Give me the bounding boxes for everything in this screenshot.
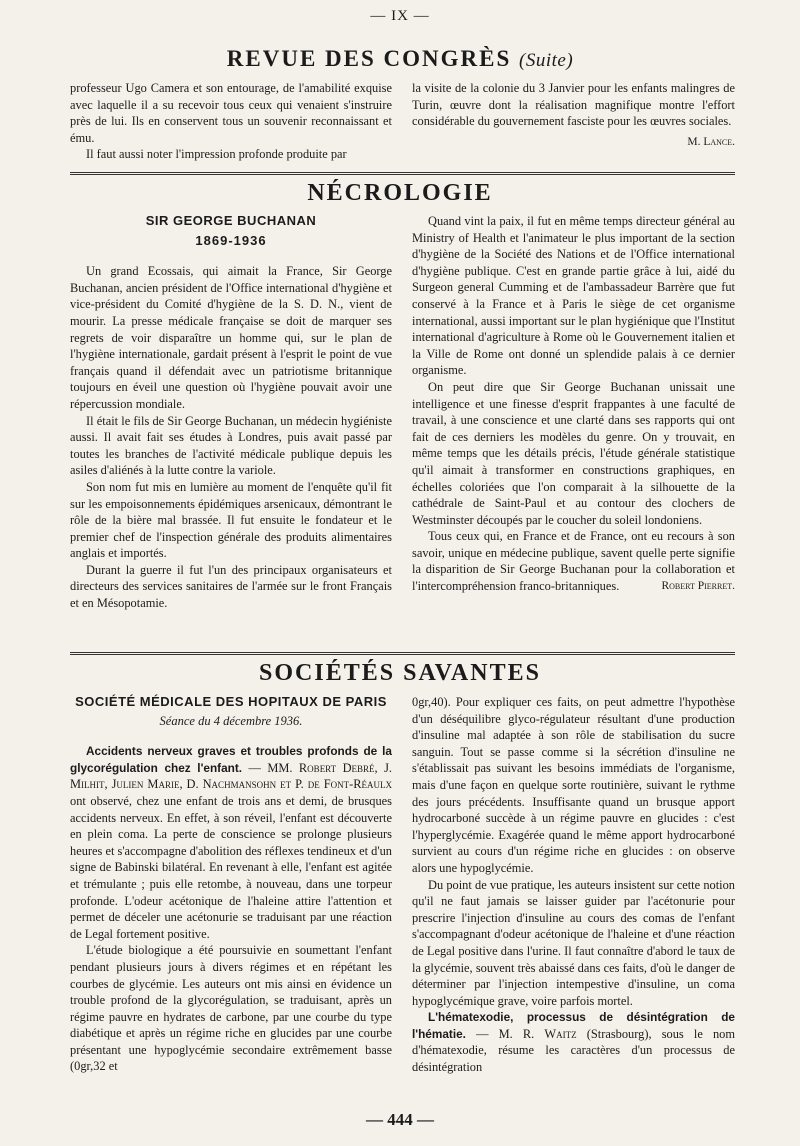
seance-date: Séance du 4 décembre 1936. <box>159 713 303 728</box>
necrologie-paragraph <box>412 528 735 594</box>
societes-title: SOCIÉTÉS SAVANTES <box>259 660 541 686</box>
necrologie-subject: SIR GEORGE BUCHANAN <box>145 213 317 228</box>
article-paragraph <box>412 1009 735 1075</box>
article-paragraph: Du point de vue pratique, les auteurs insistent sur cette notion qu'il ne faut jamais se laisser guider par l'acétonurie pour prescrire l'injection d'insuline au cours des comas de l'enfant s'accompagnant d'odeur acétonique de l'haleine et d'une réaction de Legal positive dans l'urine. Il faut connaître d'abord le taux de la glycémie, souvent très abaissé dans ces faits, d'où le danger de déterminer par l'injection intempestive d'insuline, un coma hypoglycémique grave, voire parfois mortel. <box>412 877 735 1008</box>
revue-right-paragraph: la visite de la colonie du 3 Janvier pour les enfants malingres de Turin, œuvre dont la réalisation magnifique montre l'effort considérable du gouvernement fasciste pour les œuvres sociales. <box>412 81 735 129</box>
societes-left-column <box>70 694 392 1075</box>
revue-header <box>0 46 800 72</box>
society-name: SOCIÉTÉ MÉDICALE DES HOPITAUX DE PARIS <box>75 694 387 709</box>
necrologie-signature: Robert Pierret. <box>661 580 735 593</box>
article2-author: Waitz <box>544 1026 577 1041</box>
necrologie-paragraph-text: Tous ceux qui, en France et de France, ont eu recours à son savoir, unique en médecine publique, savent quelle perte signifie la disparition de Sir George Buchanan pour la collaboration et l'intercompréhension franco-britanniques. <box>412 529 735 594</box>
section-divider <box>70 172 735 175</box>
article-paragraph: L'étude biologique a été poursuivie en soumettant l'enfant pendant plusieurs jours à divers régimes et en répétant les courbes de glycémie. Les auteurs ont mis ainsi en évidence un trouble profond de la glycorégulation, se traduisant, après un régime pauvre en hydrates de carbone, par une courbe du type diabétique et après un régime riche en glucides par une courbe présentant une hypoglycémie secondaire extrêmement basse (0gr,32 et <box>70 943 392 1074</box>
revue-left-paragraph: professeur Ugo Camera et son entourage, de l'amabilité exquise avec laquelle il a su recevoir tous ceux qui venaient s'instruire près de lui. Ils en conservent tous un souvenir reconnaissant et ému. <box>70 81 392 145</box>
article-authors: Robert Debré, J. Milhit, Julien Marie, D. Nachmansohn et P. de Font-Réaulx <box>70 760 392 792</box>
article2-title: L'hématexodie, processus de désintégration de l'hématie. <box>412 1010 735 1041</box>
article2-text: (Strasbourg), sous le nom d'hématexodie, résume les caractères d'un processus de désintégration <box>412 1026 735 1075</box>
article-authors-lead: — MM. <box>242 760 299 775</box>
revue-suite: (Suite) <box>519 50 574 71</box>
folio: — IX — <box>370 8 430 24</box>
necrologie-paragraph: On peut dire que Sir George Buchanan unissait une intelligence et une finesse d'esprit frappantes à une faculté de travail, à une conscience et une clarté dans ses rapports qui ont fait de ces derniers les modèles du genre. On y trouvait, en même temps que les détails précis, l'étude générale statistique qu'il aimait à transformer en constructions graphiques, en échelles coloriées que l'on comparait à la silhouette de la cathédrale de Saint-Paul et au contour des clochers de Westminster découpés par le coucher du soleil londoniens. <box>412 379 735 527</box>
necrologie-title: NÉCROLOGIE <box>307 180 493 206</box>
article-text: ont observé, chez une enfant de trois ans et demi, de brusques accidents nerveux. En effet, à son réveil, l'enfant est découverte en plein coma. La perte de conscience se prolonge plusieurs heures et s'accompagne d'abolition des réflexes tendineux et d'un signe de Babinski bilatéral. En revenant à elle, l'enfant est agitée et trémulante ; puis elle retombe, à nouveau, dans une torpeur profonde. L'odeur acétonique de l'haleine attire l'attention et permet de déceler une acétonurie se traduisant par une réaction de Legal fortement positive. <box>70 793 392 941</box>
necrologie-paragraph: Quand vint la paix, il fut en même temps directeur général au Ministry of Health et l'animateur le plus important de la section d'hygiène de la Société des Nations et de l'Office international d'hygiène publique. C'est en grande partie grâce à lui, aidé du Surgeon general Cumming et de l'ambassadeur Barrère que fut conservé à la France et à Paris le siège de cet organisme international, aussi important sur le plan hygiénique que l'Institut international d'agriculture à Rome où le Gouvernement italien et la Ville de Rome ont donné un splendide palais à ce dernier organisme. <box>412 214 735 378</box>
article-paragraph: 0gr,40). Pour expliquer ces faits, on peut admettre l'hypothèse d'un déséquilibre glyco-régulateur résultant d'une production d'insuline mal adaptée à son rôle de stabilisation du sucre sanguin. Tout se passe comme si la sécrétion d'insuline ne s'établissait pas suivant les besoins immédiats de l'organisme, mais d'une façon en quelque sorte routinière, suivant le rythme des jours précédents. Insuffisante quand un brusque apport hydrocarboné succède à un régime pauvre en glucides : c'est l'hyperglycémie. Exagérée quand le même apport hydrocarboné survient au cours d'un régime riche en glucides : on observe alors une hypoglycémie. <box>412 695 735 875</box>
necrologie-paragraph: Son nom fut mis en lumière au moment de l'enquête qu'il fit sur les empoisonnements épidémiques arsenicaux, démontrant le rôle de la bière mal brassée. Il fut ensuite le fondateur et le premier chef de l'inspection générale des produits alimentaires anglais et importés. <box>70 479 392 561</box>
necrologie-paragraph: Il était le fils de Sir George Buchanan, un médecin hygiéniste aussi. Il avait fait ses études à Londres, puis avait passé par toutes les branches de l'activité médicale publique depuis les asiles d'aliénés à la lutte contre la variole. <box>70 413 392 478</box>
section-divider <box>70 652 735 655</box>
revue-left-column <box>70 80 392 163</box>
page-number: — 444 — <box>366 1110 434 1129</box>
necrologie-right-column <box>412 213 735 595</box>
revue-right-column <box>412 80 735 150</box>
article-paragraph <box>70 743 392 942</box>
necrologie-dates: 1869-1936 <box>195 232 267 248</box>
necrologie-paragraph: Un grand Ecossais, qui aimait la France, Sir George Buchanan, ancien président de l'Office international d'hygiène et vice-président du Comité d'hygiène de la S. D. N., vient de mourir. La presse médicale française se doit de marquer ses regrets de voir disparaître un homme qui, sur le plan de l'hygiène internationale, gardait présent à l'esprit le point de vue français quand il défendait avec un patriotisme britannique toujours en éveil une question où l'hygiène pouvait avoir une répercussion mondiale. <box>70 264 392 411</box>
revue-title: REVUE DES CONGRÈS <box>226 46 512 71</box>
article-title: Accidents nerveux graves et troubles profonds de la glycorégulation chez l'enfant. <box>70 744 392 775</box>
societes-right-column <box>412 694 735 1076</box>
necrologie-left-column <box>70 213 392 612</box>
revue-signature: M. Lance. <box>687 135 735 148</box>
necrologie-paragraph: Durant la guerre il fut l'un des principaux organisateurs et directeurs des services sanitaires de l'armée sur le front Français et en Mésopotamie. <box>70 562 392 611</box>
article2-lead: — M. R. <box>476 1026 545 1041</box>
revue-left-paragraph-2: Il faut aussi noter l'impression profonde produite par <box>86 147 347 162</box>
